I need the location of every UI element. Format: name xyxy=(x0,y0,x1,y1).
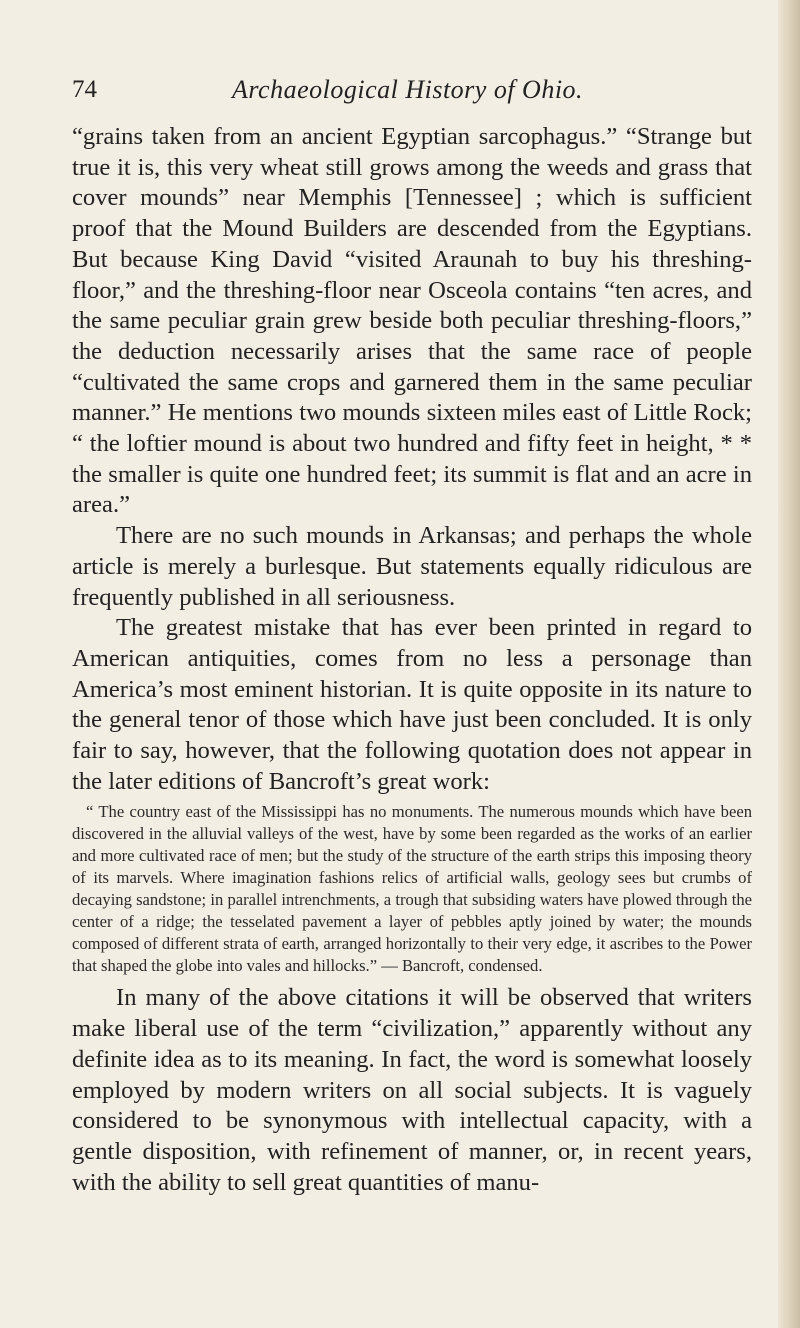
paragraph-arkansas: There are no such mounds in Arkansas; and perhaps the whole article is merely a burlesque. But statements equally ridiculous are frequently published in all seriousness. xyxy=(72,522,752,611)
paragraph-greatest-mistake: The greatest mistake that has ever been printed in regard to American antiquities, comes from no less a personage than America’s most eminent historian. It is quite opposite in its nature to the general tenor of those which have just been concluded. It is only fair to say, however, that the following quotation does not appear in the later editions of Bancroft’s great work: xyxy=(72,614,752,795)
paragraph-continuation: “grains taken from an ancient Egyptian sarcophagus.” “Strange but true it is, this very wheat still grows among the weeds and grass that cover mounds” near Memphis [Tennessee] ; which is sufficient proof that the Mound Builders are descended from the Egyptians. But because King David “visited Araunah to buy his threshing-floor,” and the threshing-floor near Osceola contains “ten acres, and the same peculiar grain grew beside both peculiar threshing-floors,” the deduction necessarily arises that the same race of people “cultivated the same crops and garnered them in the same peculiar manner.” He mentions two mounds sixteen miles east of Little Rock; “ the loftier mound is about two hundred and fifty feet in height, * * the smaller is quite one hundred feet; its summit is flat and an acre in area.” xyxy=(72,123,752,519)
page-number: 74 xyxy=(72,76,97,103)
page-header xyxy=(72,70,752,114)
bancroft-quotation: “ The country east of the Mississippi has no monuments. The numerous mounds which have been discovered in the alluvial valleys of the west, have by some been regarded as the works of an earlier and more cultivated race of men; but the study of the structure of the earth strips this imposing theory of its marvels. Where imagination fashions relics of artificial walls, geology sees but crumbs of decaying sandstone; in parallel intrenchments, a trough that subsiding waters have plowed through the center of a ridge; the tesselated pavement a layer of pebbles aptly joined by water; the mounds composed of different strata of earth, arranged horizontally to their very edge, it ascribes to the Power that shaped the globe into vales and hillocks.” — Bancroft, condensed. xyxy=(72,802,752,976)
book-page xyxy=(72,70,752,1198)
paragraph-civilization: In many of the above citations it will be observed that writers make liberal use of the term “civilization,” apparently without any definite idea as to its meaning. In fact, the word is somewhat loosely employed by modern writers on all social subjects. It is vaguely considered to be synonymous with intellectual capacity, with a gentle disposition, with refinement of manner, or, in recent years, with the ability to sell great quantities of manu- xyxy=(72,984,752,1196)
running-title: Archaeological History of Ohio. xyxy=(232,75,584,104)
page-edge-shadow xyxy=(778,0,800,1328)
